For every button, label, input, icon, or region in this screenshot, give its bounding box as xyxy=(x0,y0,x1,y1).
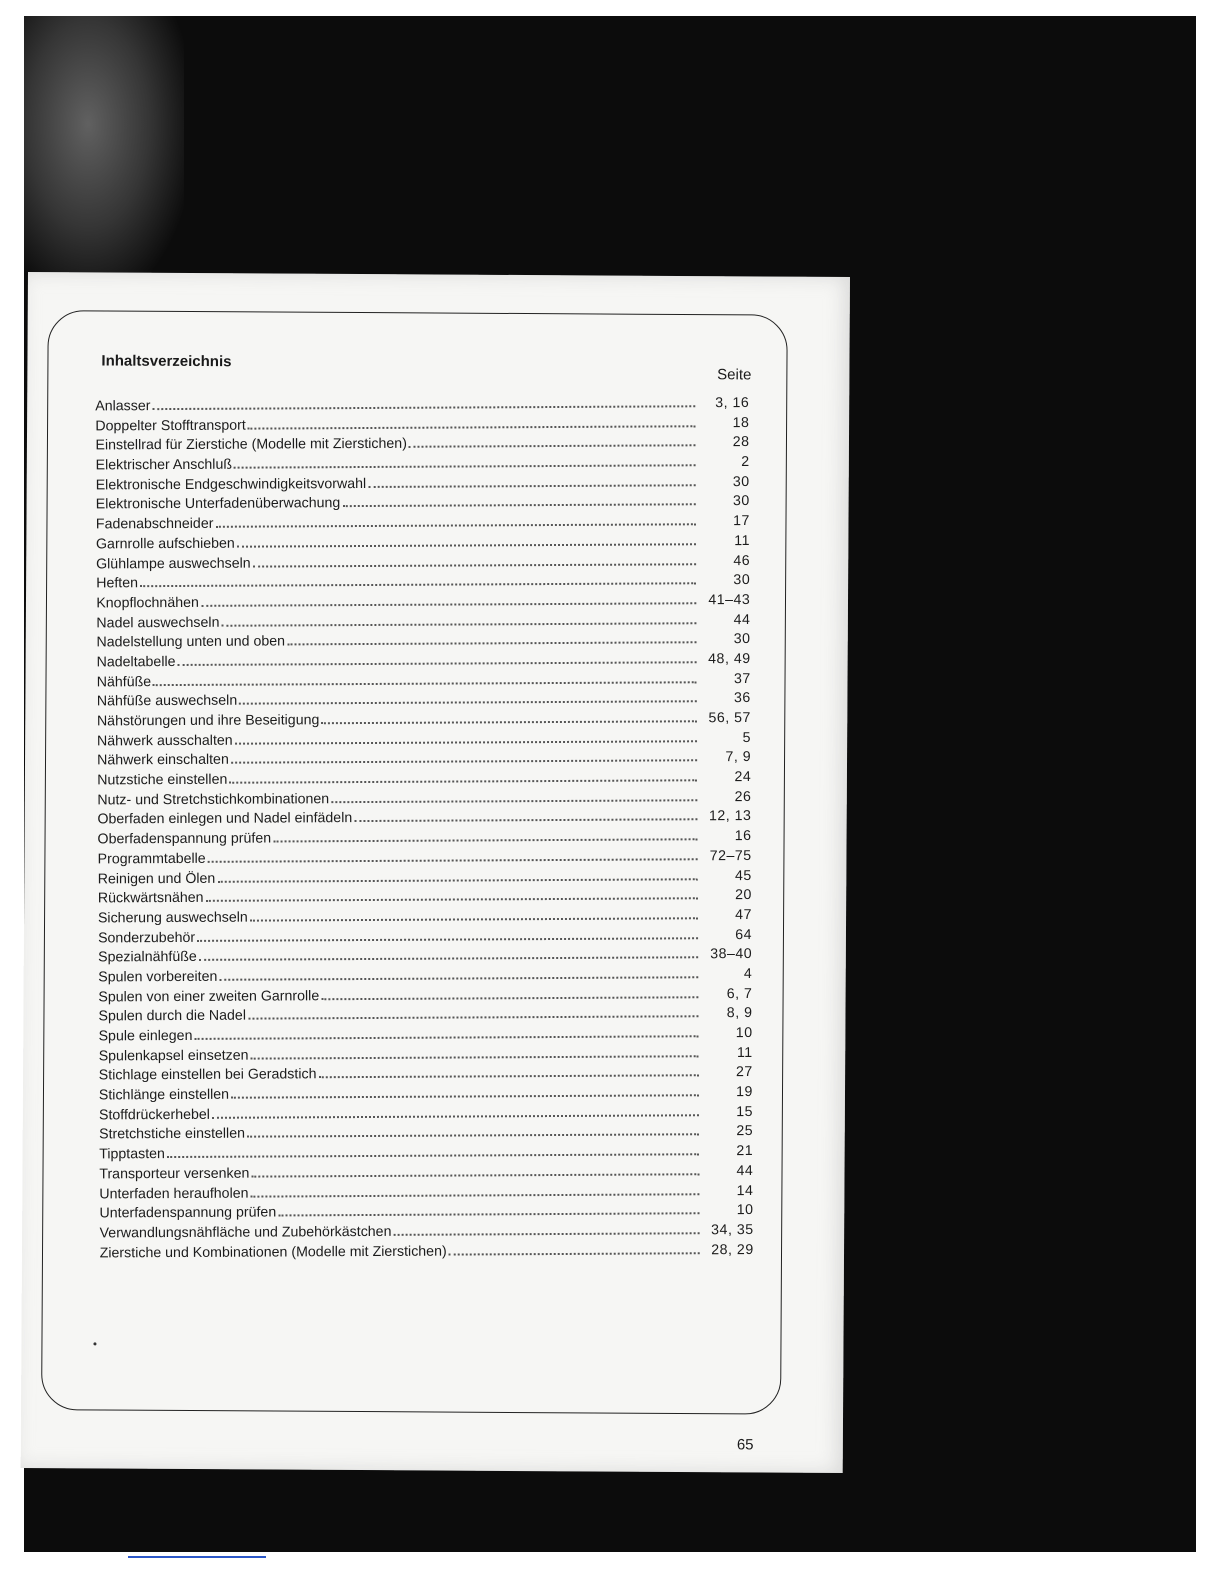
page-title: Inhaltsverzeichnis xyxy=(101,352,232,371)
dot-leader xyxy=(331,799,697,803)
dot-leader xyxy=(153,681,697,686)
page-number: 65 xyxy=(736,1436,754,1454)
dot-leader xyxy=(237,543,696,547)
toc-entry-label: Spulenkapsel einsetzen xyxy=(98,1047,249,1065)
toc-entry-page: 11 xyxy=(736,1044,753,1061)
toc-entry-page: 30 xyxy=(733,572,751,589)
dot-leader xyxy=(167,1153,699,1158)
dot-leader xyxy=(219,976,698,981)
toc-entry-page: 6, 7 xyxy=(726,985,753,1002)
toc-entry-page: 26 xyxy=(734,788,752,805)
toc-entry-label: Doppelter Stofftransport xyxy=(95,417,246,435)
toc-entry-page: 30 xyxy=(732,473,750,490)
toc-entry-page: 44 xyxy=(736,1162,754,1179)
toc-entry-page: 64 xyxy=(735,926,753,943)
dot-leader xyxy=(201,602,696,607)
dot-leader xyxy=(206,897,698,902)
toc-entry-label: Nadeltabelle xyxy=(96,653,176,671)
dot-leader xyxy=(321,996,698,1000)
toc-entry-page: 48, 49 xyxy=(708,650,751,668)
dot-leader xyxy=(248,1016,699,1020)
dot-leader xyxy=(368,484,696,488)
toc-entry-label: Einstellrad für Zierstiche (Modelle mit Zierstichen) xyxy=(95,436,407,454)
toc-entry-label: Knopflochnähen xyxy=(96,594,199,612)
dot-leader xyxy=(229,779,697,783)
toc-entry-label: Garnrolle aufschieben xyxy=(95,535,235,553)
toc-entry-label: Nadelstellung unten und oben xyxy=(96,633,286,651)
dot-leader xyxy=(197,937,698,942)
toc-entry-page: 28 xyxy=(732,434,750,451)
toc-entry-page: 11 xyxy=(734,532,751,549)
toc-entry-page: 12, 13 xyxy=(708,808,752,825)
toc-entry-label: Nähstörungen und ihre Beseitigung xyxy=(96,712,320,730)
toc-entry-page: 21 xyxy=(736,1143,754,1160)
dot-leader xyxy=(178,661,697,666)
dot-leader xyxy=(140,582,696,587)
toc-entry-label: Oberfadenspannung prüfen xyxy=(97,830,272,848)
dot-leader xyxy=(449,1252,700,1255)
toc-entry-page: 25 xyxy=(736,1123,754,1140)
toc-entry-label: Elektronische Unterfadenüberwachung xyxy=(95,495,341,513)
footer-line xyxy=(128,1556,266,1558)
toc-entry-page: 30 xyxy=(732,493,750,510)
toc-entry-label: Nähwerk ausschalten xyxy=(96,732,233,750)
toc-entry-label: Sicherung auswechseln xyxy=(97,909,248,927)
dot-leader xyxy=(248,425,696,429)
toc-entry-label: Stichlage einstellen bei Geradstich xyxy=(98,1066,317,1084)
dot-leader xyxy=(212,1114,699,1119)
toc-entry-label: Unterfadenspannung prüfen xyxy=(99,1204,277,1222)
toc-entry-label: Nutz- und Stretchstichkombinationen xyxy=(97,790,330,809)
dot-leader xyxy=(354,819,697,823)
stray-dot xyxy=(93,1342,96,1345)
toc-entry-label: Sonderzubehör xyxy=(98,929,196,946)
toc-entry-page: 72–75 xyxy=(709,847,752,865)
toc-entry-page: 3, 16 xyxy=(715,394,750,412)
toc-entry-page: 47 xyxy=(735,906,752,923)
dot-leader xyxy=(273,838,697,842)
toc-entry-label: Nähfüße xyxy=(96,673,152,691)
toc-entry-page: 10 xyxy=(735,1024,753,1042)
toc-entry-label: Programmtabelle xyxy=(97,850,206,868)
toc-entry-page: 44 xyxy=(733,611,751,628)
dot-leader xyxy=(231,1094,699,1098)
toc-entry-page: 19 xyxy=(736,1084,753,1101)
toc-entry-label: Stichlänge einstellen xyxy=(98,1086,230,1104)
toc-entry-page: 37 xyxy=(733,670,751,687)
toc-entry-label: Spulen von einer zweiten Garnrolle xyxy=(98,987,320,1006)
toc-entry-page: 16 xyxy=(734,828,752,845)
toc-entry-page: 17 xyxy=(733,513,750,530)
toc-entry-page: 46 xyxy=(733,552,751,569)
toc-entry-label: Fadenabschneider xyxy=(95,515,214,533)
toc-list xyxy=(95,395,754,1265)
toc-entry-label: Unterfaden heraufholen xyxy=(99,1185,249,1202)
manual-page xyxy=(21,272,850,1473)
toc-entry xyxy=(100,1242,754,1265)
toc-entry-page: 20 xyxy=(735,887,752,904)
toc-entry-label: Oberfaden einlegen und Nadel einfädeln xyxy=(97,810,353,828)
dot-leader xyxy=(217,878,697,883)
dot-leader xyxy=(278,1212,699,1216)
toc-entry-label: Nutzstiche einstellen xyxy=(97,771,228,789)
toc-entry-page: 27 xyxy=(735,1064,753,1081)
dot-leader xyxy=(239,701,697,705)
toc-entry-label: Transporteur versenken xyxy=(99,1165,250,1183)
dot-leader xyxy=(250,917,698,921)
toc-entry-page: 56, 57 xyxy=(708,709,751,727)
toc-entry-page: 14 xyxy=(736,1182,754,1199)
dot-leader xyxy=(152,405,695,410)
dot-leader xyxy=(194,1035,698,1040)
toc-entry-label: Spulen durch die Nadel xyxy=(98,1007,247,1025)
toc-entry-page: 2 xyxy=(741,454,750,471)
toc-entry-page: 8, 9 xyxy=(726,1005,753,1022)
toc-entry-label: Spule einlegen xyxy=(98,1027,193,1045)
dot-leader xyxy=(251,1055,699,1059)
dot-leader xyxy=(393,1232,699,1236)
toc-entry-label: Elektrischer Anschluß xyxy=(95,456,233,474)
toc-entry-label: Spulen vorbereiten xyxy=(98,968,218,986)
dot-leader xyxy=(231,760,697,764)
toc-header xyxy=(101,352,751,386)
toc-entry-page: 34, 35 xyxy=(711,1221,754,1239)
dot-leader xyxy=(409,445,696,449)
dot-leader xyxy=(250,1193,699,1197)
toc-entry-label: Elektronische Endgeschwindigkeitsvorwahl xyxy=(95,475,367,494)
dot-leader xyxy=(199,957,698,962)
dot-leader xyxy=(215,523,695,528)
dot-leader xyxy=(253,563,696,567)
toc-entry-page: 41–43 xyxy=(708,591,751,609)
toc-entry-label: Verwandlungsnähfläche und Zubehörkästchen xyxy=(99,1223,392,1242)
toc-entry-label: Nähfüße auswechseln xyxy=(96,692,238,710)
dot-leader xyxy=(342,504,696,508)
toc-entry-label: Reinigen und Ölen xyxy=(97,870,216,887)
toc-entry-page: 30 xyxy=(733,631,751,648)
toc-entry-label: Spezialnähfüße xyxy=(98,949,197,966)
dot-leader xyxy=(221,622,696,626)
toc-entry-page: 36 xyxy=(733,690,751,707)
toc-entry-label: Rückwärtsnähen xyxy=(97,890,204,907)
toc-entry-label: Glühlampe auswechseln xyxy=(96,555,251,572)
toc-entry-page: 7, 9 xyxy=(725,749,752,766)
dot-leader xyxy=(234,464,696,468)
toc-entry-page: 15 xyxy=(736,1103,754,1120)
toc-entry-label: Stretchstiche einstellen xyxy=(99,1126,246,1143)
toc-entry-page: 4 xyxy=(743,965,753,982)
dot-leader xyxy=(251,1173,699,1177)
dot-leader xyxy=(321,720,697,724)
toc-entry-label: Tipptasten xyxy=(99,1146,165,1163)
toc-entry-page: 5 xyxy=(742,729,752,746)
dot-leader xyxy=(247,1134,699,1138)
toc-entry-page: 28, 29 xyxy=(711,1241,754,1258)
toc-entry-label: Nähwerk einschalten xyxy=(97,752,229,769)
toc-entry-label: Zierstiche und Kombinationen (Modelle mit Zierstichen) xyxy=(99,1243,447,1261)
dot-leader xyxy=(208,858,698,863)
toc-entry-label: Stoffdrückerhebel xyxy=(98,1106,210,1124)
toc-entry-page: 10 xyxy=(736,1202,754,1219)
dot-leader xyxy=(287,642,696,646)
toc-entry-page: 18 xyxy=(732,414,750,431)
page-column-header: Seite xyxy=(717,366,752,384)
toc-entry-page: 24 xyxy=(734,769,752,786)
toc-entry-label: Heften xyxy=(96,575,139,592)
toc-entry-label: Anlasser xyxy=(95,398,151,415)
dot-leader xyxy=(235,740,697,744)
dot-leader xyxy=(318,1075,698,1079)
toc-entry-page: 38–40 xyxy=(710,946,753,963)
toc-entry-page: 45 xyxy=(734,867,752,884)
toc-entry-label: Nadel auswechseln xyxy=(96,614,220,631)
